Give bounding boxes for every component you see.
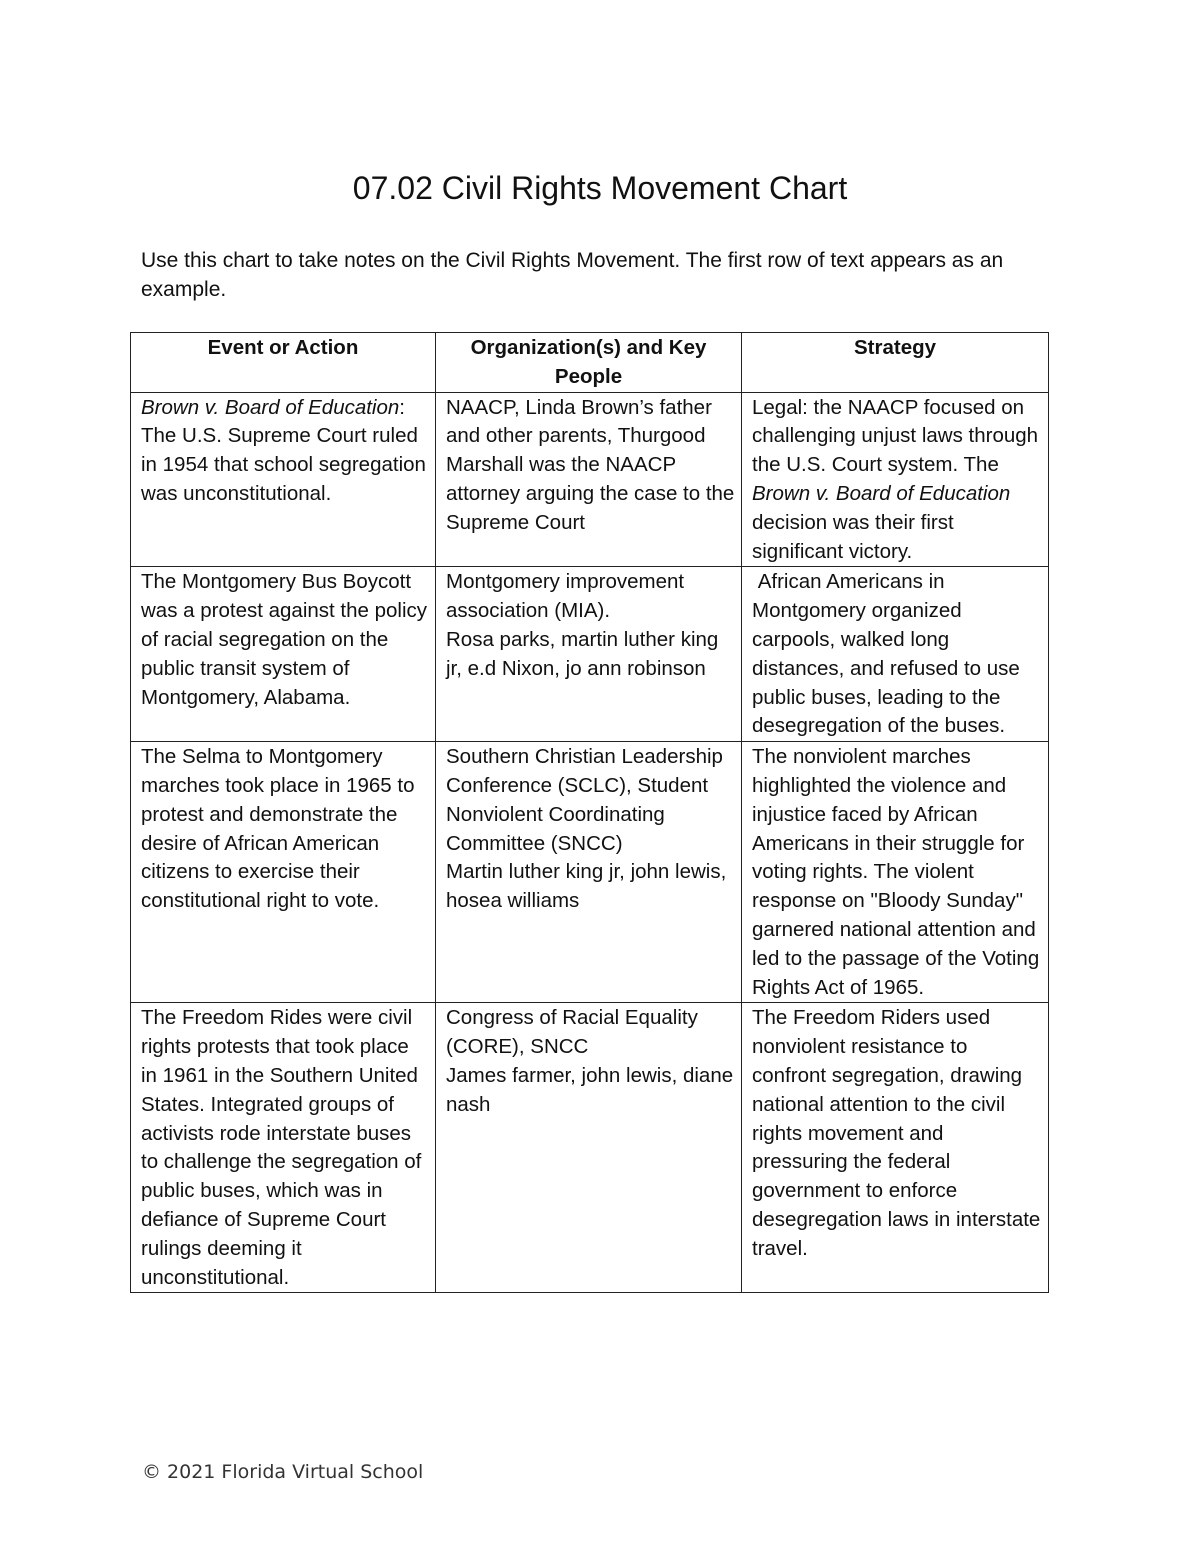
- key-people-text: James farmer, john lewis, diane nash: [446, 1063, 734, 1116]
- civil-rights-chart-table: [130, 332, 1049, 1293]
- key-people-text: Martin luther king jr, john lewis, hosea williams: [446, 860, 727, 913]
- organizations-text: Montgomery improvement association (MIA).: [446, 570, 685, 623]
- event-cell: [131, 392, 436, 567]
- organizations-cell: [436, 392, 742, 567]
- event-cell: The Freedom Rides were civil rights protests that took place in 1961 in the Southern United States. Integrated groups of activists rode interstate buses to challenge the segregation of public buses, which was in defiance of Supreme Court rulings deeming it unconstitutional.: [131, 1003, 436, 1293]
- event-cell: The Selma to Montgomery marches took place in 1965 to protest and demonstrate the desire of African American citizens to exercise their constitutional right to vote.: [131, 742, 436, 1003]
- case-name: Brown v. Board of Education: [752, 481, 1011, 505]
- table-row: [131, 742, 1049, 1003]
- organizations-text: Southern Christian Leadership Conference (SCLC), Student Nonviolent Coordinating Committee (SNCC): [446, 745, 723, 855]
- event-text: : The U.S. Supreme Court ruled in 1954 that school segregation was unconstitutional.: [141, 395, 426, 505]
- header-event-or-action: Event or Action: [131, 333, 436, 393]
- strategy-cell: The nonviolent marches highlighted the violence and injustice faced by African Americans in their struggle for voting rights. The violent response on "Bloody Sunday" garnered national attention and led to the passage of the Voting Rights Act of 1965.: [742, 742, 1049, 1003]
- organizations-cell: [436, 567, 742, 742]
- key-people-text: Rosa parks, martin luther king jr, e.d Nixon, jo ann robinson: [446, 627, 719, 680]
- table-header-row: [131, 333, 1049, 393]
- organizations-cell: [436, 742, 742, 1003]
- organizations-cell: [436, 1003, 742, 1293]
- intro-text: Use this chart to take notes on the Civil Rights Movement. The first row of text appears as an example.: [141, 249, 1004, 301]
- copyright-footer: © 2021 Florida Virtual School: [142, 1461, 424, 1483]
- strategy-cell: African Americans in Montgomery organized carpools, walked long distances, and refused to use public buses, leading to the desegregation of the buses.: [742, 567, 1049, 742]
- case-name: Brown v. Board of Education: [141, 395, 400, 419]
- strategy-cell: [742, 392, 1049, 567]
- header-strategy: Strategy: [742, 333, 1049, 393]
- strategy-cell: The Freedom Riders used nonviolent resistance to confront segregation, drawing national attention to the civil rights movement and pressuring the federal government to enforce desegregation laws in interstate travel.: [742, 1003, 1049, 1293]
- page-title: 07.02 Civil Rights Movement Chart: [352, 170, 848, 206]
- table-row: [131, 1003, 1049, 1293]
- header-organizations-key-people: Organization(s) and Key People: [436, 333, 742, 393]
- strategy-text: Legal: the NAACP focused on challenging unjust laws through the U.S. Court system. The: [752, 395, 1039, 477]
- organizations-text: NAACP, Linda Brown’s father and other parents, Thurgood Marshall was the NAACP attorney arguing the case to the Supreme Court: [446, 395, 735, 534]
- table-row: [131, 392, 1049, 567]
- organizations-text: Congress of Racial Equality (CORE), SNCC: [446, 1006, 698, 1059]
- event-cell: The Montgomery Bus Boycott was a protest against the policy of racial segregation on the public transit system of Montgomery, Alabama.: [131, 567, 436, 742]
- strategy-text: decision was their first significant victory.: [752, 510, 954, 563]
- table-row: [131, 567, 1049, 742]
